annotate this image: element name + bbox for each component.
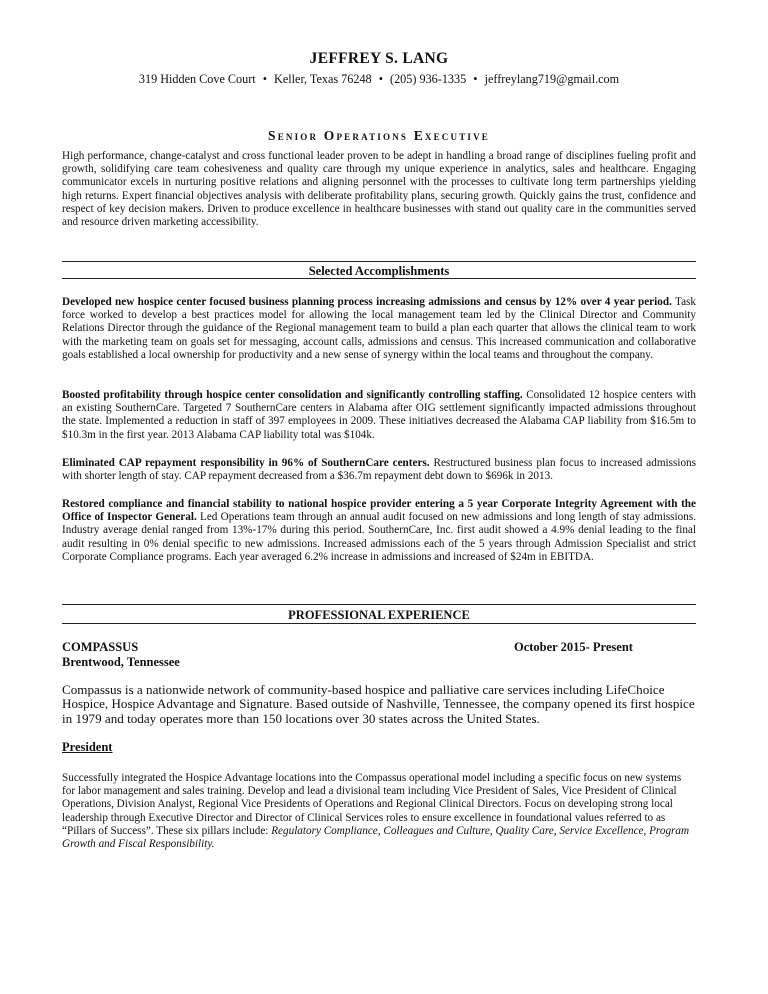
separator-dot: • bbox=[378, 72, 383, 86]
section-rule bbox=[62, 623, 696, 624]
accomplishment-body: Restructured business plan focus to increased admissions with shorter length of stay. CAP repayment decreased from a $36.7m repayment debt down to $696k in 2013. bbox=[62, 457, 696, 483]
email: jeffreylang719@gmail.com bbox=[484, 72, 620, 86]
accomplishment-lead: Developed new hospice center focused business planning process increasing admissions and census by 12% over 4 year period. bbox=[62, 296, 672, 308]
accomplishment-body: Consolidated 12 hospice centers with an existing SouthernCare. Targeted 7 SouthernCare centers in Alabama after OIG settlement significantly impacted admissions throughout the state. Implemented a reduction in staff of 397 employees in 2009. These initiatives decreased the Alabama CAP liability from $16.5m to $10.3m in the first year. 2013 Alabama CAP liability total was $104k. bbox=[62, 389, 696, 441]
company-description: Compassus is a nationwide network of community-based hospice and palliative care services including LifeChoice Hospice, Hospice Advantage and Signature. Based outside of Nashville, Tennessee, the company opened its first hospice in 1979 and today operates more than 150 locations over 30 states across the United States. bbox=[62, 682, 695, 726]
employment-dates: October 2015- Present bbox=[514, 640, 633, 654]
section-rule bbox=[62, 604, 696, 605]
accomplishment-lead: Boosted profitability through hospice center consolidation and significantly controlling staffing. bbox=[62, 389, 523, 401]
experience-heading: PROFESSIONAL EXPERIENCE bbox=[288, 608, 470, 622]
accomplishment-body: Task force worked to develop a best practices model for allowing the local management team led by the Clinical Director and Community Relations Director through the guidance of the Regional management team to build a plan each quarter that allows the clinical team to work with the marketing team on goals set for messaging, account calls, admissions and census. This increased communication and collaborative goals established a local ownership for productivity and a new sense of synergy within the local teams and throughout the company. bbox=[62, 296, 696, 361]
company-name: COMPASSUS bbox=[62, 640, 139, 654]
pillars-list: Regulatory Compliance, Colleagues and Culture, Quality Care, Service Excellence, Program Growth and Fiscal Responsibility. bbox=[62, 824, 690, 851]
accomplishments-heading: Selected Accomplishments bbox=[308, 264, 450, 278]
accomplishment-lead: Restored compliance and financial stability to national hospice provider entering a 5 year Corporate Integrity Agreement with the Office of Inspector General. bbox=[62, 498, 696, 524]
section-rule bbox=[62, 261, 696, 262]
separator-dot: • bbox=[262, 72, 267, 86]
candidate-name: JEFFREY S. LANG bbox=[309, 50, 449, 67]
separator-dot: • bbox=[473, 72, 478, 86]
city: Keller, Texas 76248 bbox=[274, 72, 372, 86]
headline: Senior Operations Executive bbox=[267, 128, 491, 143]
phone: (205) 936-1335 bbox=[390, 72, 467, 86]
accomplishment-lead: Eliminated CAP repayment responsibility in 96% of SouthernCare centers. bbox=[62, 457, 430, 469]
accomplishment-body: Led Operations team through an annual audit focused on new admissions and long length of stay admissions. Industry average denial ranged from 13%-17% during this period. SouthernCare, Inc. first audit showed a 4.9% denial leading to the final audit resulting in 0% denial specific to new admissions. Increased admissions each of the 5 years through Admission Specialist and strict Corporate Compliance programs. Each year averaged 6.2% increase in admissions and increased of $24m in EBITDA. bbox=[62, 511, 696, 563]
company-location: Brentwood, Tennessee bbox=[62, 655, 180, 669]
contact-line bbox=[62, 72, 696, 87]
role-description bbox=[62, 772, 696, 851]
accomplishment-item bbox=[62, 498, 696, 564]
summary: High performance, change-catalyst and cross functional leader proven to be adept in handling a broad range of disciplines fueling profit and growth, solidifying care team cohesiveness and quality care through my unique experience in analytics, sales and healthcare. Engaging communicator excels in nurturing positive relations and aligning personnel with the processes to cultivate long term partnerships yielding high returns. Expert financial objectives analysis with deliberate profitability plans, securing growth. Quickly gains the trust, confidence and respect of key decision makers. Driven to produce excellence in healthcare businesses with stand out quality care in the communities served and resource driven marketing accessibility. bbox=[62, 150, 696, 229]
job-title: President bbox=[62, 740, 113, 754]
accomplishment-item bbox=[62, 389, 696, 442]
address: 319 Hidden Cove Court bbox=[138, 72, 256, 86]
role-description-text: Successfully integrated the Hospice Advantage locations into the Compassus operational model including a specific focus on new systems for labor management and sales training. Develop and lead a divisional team including Vice President of Sales, Vice President of Clinical Operations, Division Analyst, Regional Vice Presidents of Operations and Regional Clinical Directors. Focus on developing strong local leadership through Executive Director and Director of Clinical Services roles to ensure excellence in foundational values referred to as “Pillars of Success”. These six pillars include: bbox=[62, 772, 682, 837]
accomplishment-item bbox=[62, 296, 696, 362]
accomplishment-item bbox=[62, 457, 696, 483]
